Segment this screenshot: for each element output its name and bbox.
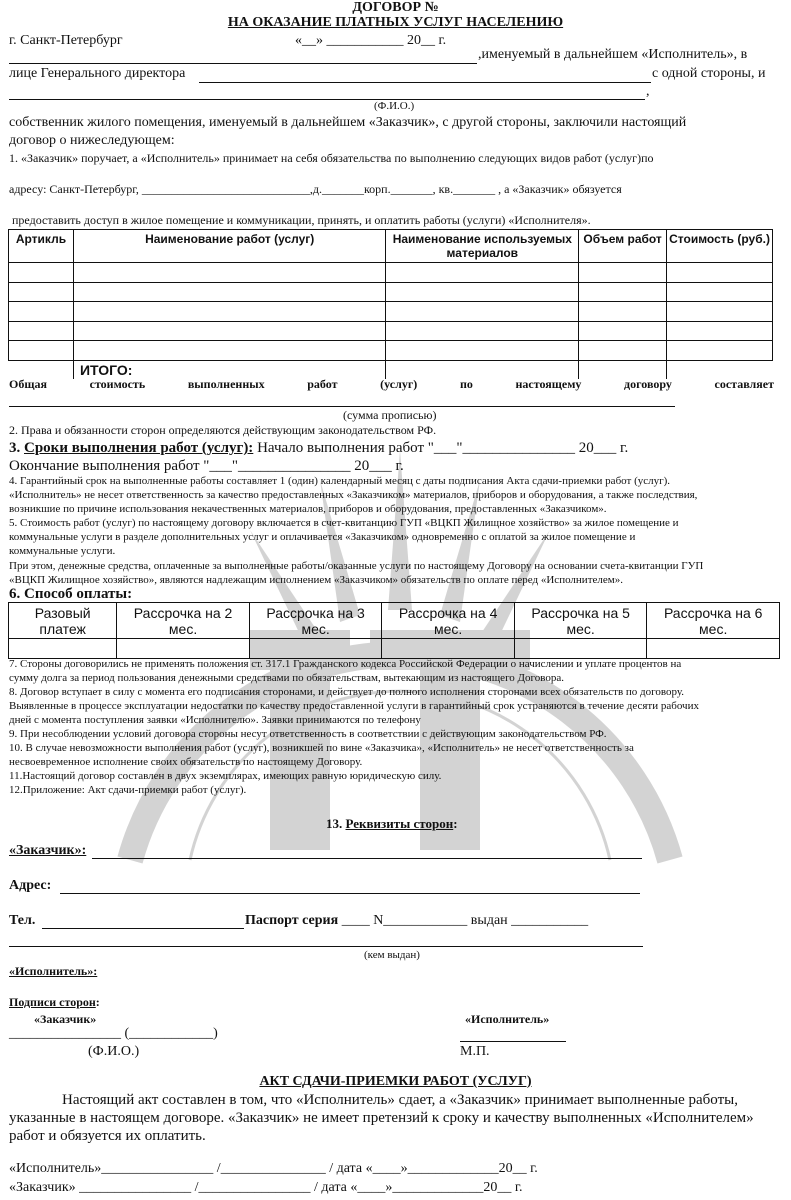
- clause-7-line-1: 7. Стороны договорились не применять положения ст. 317.1 Гражданского кодекса Российской Федерации о начислении и уплате процентов на: [9, 658, 682, 670]
- phone-field[interactable]: [42, 928, 244, 929]
- requisites-title-text: Реквизиты сторон: [345, 816, 454, 831]
- table-row[interactable]: [9, 263, 773, 283]
- payment-mark-cell[interactable]: [117, 639, 250, 659]
- payment-mark-row: [9, 639, 780, 659]
- table-row[interactable]: [9, 321, 773, 341]
- clause-4-line-3: возникшие по причине использования некачественных материалов, приборов и оборудования, предоставленных «Заказчиком».: [9, 503, 607, 515]
- col-article: Артикль: [9, 230, 74, 263]
- signatures-title: [9, 995, 100, 1010]
- col-materials: Наименование используемых материалов: [386, 230, 579, 263]
- passport-fields[interactable]: ____ N____________ выдан ___________: [341, 913, 589, 928]
- executor-name-line[interactable]: [9, 63, 477, 64]
- executor-named-text: ,именуемый в дальнейшем «Исполнитель», в: [478, 47, 748, 62]
- issued-by-field[interactable]: [9, 946, 643, 947]
- clause-3: [9, 440, 628, 457]
- director-name-line[interactable]: [199, 82, 651, 83]
- act-sign-customer[interactable]: «Заказчик» ________________ /________________ / дата «____»_____________20__ г.: [9, 1180, 523, 1195]
- clause-3-title: Сроки выполнения работ (услуг):: [24, 440, 254, 456]
- stamp-caption: М.П.: [460, 1044, 490, 1059]
- payment-options-row: [9, 603, 780, 639]
- requisites-num: 13.: [326, 816, 343, 831]
- director-suffix: с одной стороны, и: [652, 66, 766, 81]
- sum-caption: (сумма прописью): [343, 408, 437, 422]
- clause-5b-line-1: При этом, денежные средства, оплаченные за выполненные работы/оказанные услуги по настоящему Договору на основании счета-квитанции ГУП: [9, 560, 704, 572]
- contract-subtitle: НА ОКАЗАНИЕ ПЛАТНЫХ УСЛУГ НАСЕЛЕНИЮ: [227, 15, 564, 30]
- phone-label: Тел.: [9, 913, 36, 928]
- address-label: Адрес:: [9, 878, 52, 893]
- clause-5-line-1: 5. Стоимость работ (услуг) по настоящему договору включается в счет-квитанцию ГУП «ВЦКП Жилищное хозяйство» за жилое помещение и: [9, 517, 679, 529]
- requisites-title: [326, 816, 458, 832]
- clause-4-line-2: «Исполнитель» не несет ответственность за качество предоставленных «Заказчиком» материалов, приборов и оборудования, а также последствия,: [9, 489, 698, 501]
- signatures-colon: :: [95, 995, 100, 1009]
- act-sign-executor[interactable]: «Исполнитель»________________ /_______________ / дата «____»_____________20__ г.: [9, 1161, 538, 1176]
- payment-option-4[interactable]: Рассрочка на 4 мес.: [382, 603, 515, 639]
- customer-name-field[interactable]: [92, 858, 642, 859]
- payment-option-5[interactable]: Рассрочка на 5 мес.: [514, 603, 647, 639]
- clause-12: 12.Приложение: Акт сдачи-приемки работ (услуг).: [9, 784, 247, 796]
- clause-10-line-2: несвоевременное исполнение своих обязательств по настоящему Договору.: [9, 756, 363, 768]
- clause-8-line-2: Выявленные в процессе эксплуатации недостатки по качеству предоставленной услуги в гарантийный срок устраняются в течение десяти рабочих: [9, 700, 699, 712]
- act-title: АКТ СДАЧИ-ПРИЕМКИ РАБОТ (УСЛУГ): [259, 1074, 532, 1089]
- act-paragraph-3: работ и обязуется их оплатить.: [9, 1128, 206, 1144]
- clause-1-address: адресу: Санкт-Петербург, ____________________________,д._______корп._______, кв._______ , а «Заказчик» обязуется: [9, 182, 622, 196]
- clause-3-num: 3.: [9, 440, 21, 456]
- contract-title: ДОГОВОР №: [352, 0, 439, 15]
- clause-8-line-1: 8. Договор вступает в силу с момента его подписания сторонами, и действует до полного исполнения сторонами всех обязательств по договору.: [9, 686, 684, 698]
- works-table-header: [9, 230, 773, 263]
- act-paragraph-1: Настоящий акт составлен в том, что «Исполнитель» сдает, а «Заказчик» принимает выполненные работы,: [62, 1092, 738, 1108]
- payment-mark-cell[interactable]: [382, 639, 515, 659]
- payment-mark-cell[interactable]: [9, 639, 117, 659]
- table-row[interactable]: [9, 302, 773, 322]
- signatures-title-text: Подписи сторон: [9, 995, 96, 1009]
- comma: ,: [646, 84, 650, 99]
- clause-5b-line-2: «ВЦКП Жилищное хозяйство», являются надлежащим исполнением «Заказчиком» обязательств по оплате перед «Исполнителем».: [9, 574, 623, 586]
- payment-method-table: [8, 602, 780, 659]
- col-volume: Объем работ: [579, 230, 667, 263]
- sign-executor-label: «Исполнитель»: [465, 1012, 550, 1026]
- act-paragraph-2: указанные в настоящем договоре. «Заказчик» не имеет претензий к сроку и качеству выполненных «Исполнителем»: [9, 1110, 754, 1126]
- sign-customer-label: «Заказчик»: [34, 1012, 97, 1026]
- passport-label: Паспорт серия: [245, 913, 339, 928]
- sign-fio-caption: (Ф.И.О.): [88, 1044, 140, 1059]
- payment-mark-cell[interactable]: [647, 639, 780, 659]
- owner-line-2: договор о нижеследующем:: [9, 133, 175, 148]
- passport-row: [245, 913, 588, 929]
- address-field[interactable]: [60, 893, 640, 894]
- fio-caption: (Ф.И.О.): [374, 100, 415, 112]
- col-work-name: Наименование работ (услуг): [73, 230, 385, 263]
- col-cost: Стоимость (руб.): [667, 230, 773, 263]
- clause-6-title: 6. Способ оплаты:: [9, 586, 133, 602]
- clause-1-access: предоставить доступ в жилое помещение и коммуникации, принять, и оплатить работы (услуги) «Исполнителя».: [12, 213, 591, 227]
- requisites-colon: :: [453, 816, 458, 831]
- clause-5-line-2: коммунальные услуги в разделе дополнительных услуг и оплачивается «Заказчиком» одновременно с оплатой за жилое помещение и: [9, 531, 636, 543]
- executor-label: «Исполнитель»:: [9, 964, 98, 978]
- clause-3-start: Начало выполнения работ "___"_______________ 20___ г.: [257, 440, 629, 456]
- works-table: [8, 229, 773, 379]
- payment-mark-cell[interactable]: [514, 639, 647, 659]
- payment-option-6[interactable]: Рассрочка на 6 мес.: [647, 603, 780, 639]
- issued-by-caption: (кем выдан): [364, 949, 420, 961]
- customer-label: «Заказчик»:: [9, 843, 87, 858]
- clause-5-line-3: коммунальные услуги.: [9, 545, 116, 557]
- city: г. Санкт-Петербург: [9, 33, 123, 48]
- director-prefix: лице Генерального директора: [9, 66, 186, 81]
- payment-option-3[interactable]: Рассрочка на 3 мес.: [249, 603, 382, 639]
- total-label: ИТОГО:: [73, 360, 385, 379]
- total-cost-line: Общая стоимость выполненных работ (услуг) по настоящему договору составляет: [9, 377, 774, 391]
- table-row[interactable]: [9, 282, 773, 302]
- table-row[interactable]: [9, 341, 773, 361]
- clause-2: 2. Права и обязанности сторон определяются действующим законодательством РФ.: [9, 423, 437, 437]
- clause-4-line-1: 4. Гарантийный срок на выполненные работы составляет 1 (один) календарный месяц с даты подписания Акта сдачи-приемки работ (услуг).: [9, 475, 671, 487]
- clause-8-line-3: дней с момента поступления заявки «Исполнителю». Заявки принимаются по телефону: [9, 714, 421, 726]
- sign-executor-line[interactable]: [460, 1041, 566, 1042]
- payment-option-single[interactable]: Разовый платеж: [9, 603, 117, 639]
- sign-customer-line[interactable]: ________________ (____________): [9, 1026, 218, 1041]
- owner-line-1: собственник жилого помещения, именуемый в дальнейшем «Заказчик», с другой стороны, заключили настоящий: [9, 115, 687, 130]
- payment-option-2[interactable]: Рассрочка на 2 мес.: [117, 603, 250, 639]
- sum-in-words-line[interactable]: [9, 406, 675, 407]
- clause-11: 11.Настоящий договор составлен в двух экземплярах, имеющих равную юридическую силу.: [9, 770, 442, 782]
- payment-mark-cell[interactable]: [249, 639, 382, 659]
- owner-name-line[interactable]: [9, 99, 645, 100]
- clause-3-end: Окончание выполнения работ "___"_______________ 20___ г.: [9, 458, 404, 474]
- clause-9: 9. При несоблюдении условий договора стороны несут ответственность в соответствии с действующим законодательством РФ.: [9, 728, 607, 740]
- clause-1: 1. «Заказчик» поручает, а «Исполнитель» принимает на себя обязательства по выполнению следующих видов работ (услуг)по: [9, 151, 654, 165]
- clause-10-line-1: 10. В случае невозможности выполнения работ (услуг), возникшей по вине «Заказчика», «Исполнитель» не несет ответственность за: [9, 742, 634, 754]
- clause-7-line-2: сумму долга за период пользования денежными средствами по обязательствам, вытекающим из настоящего Договора.: [9, 672, 565, 684]
- contract-date: «__» ___________ 20__ г.: [295, 33, 447, 48]
